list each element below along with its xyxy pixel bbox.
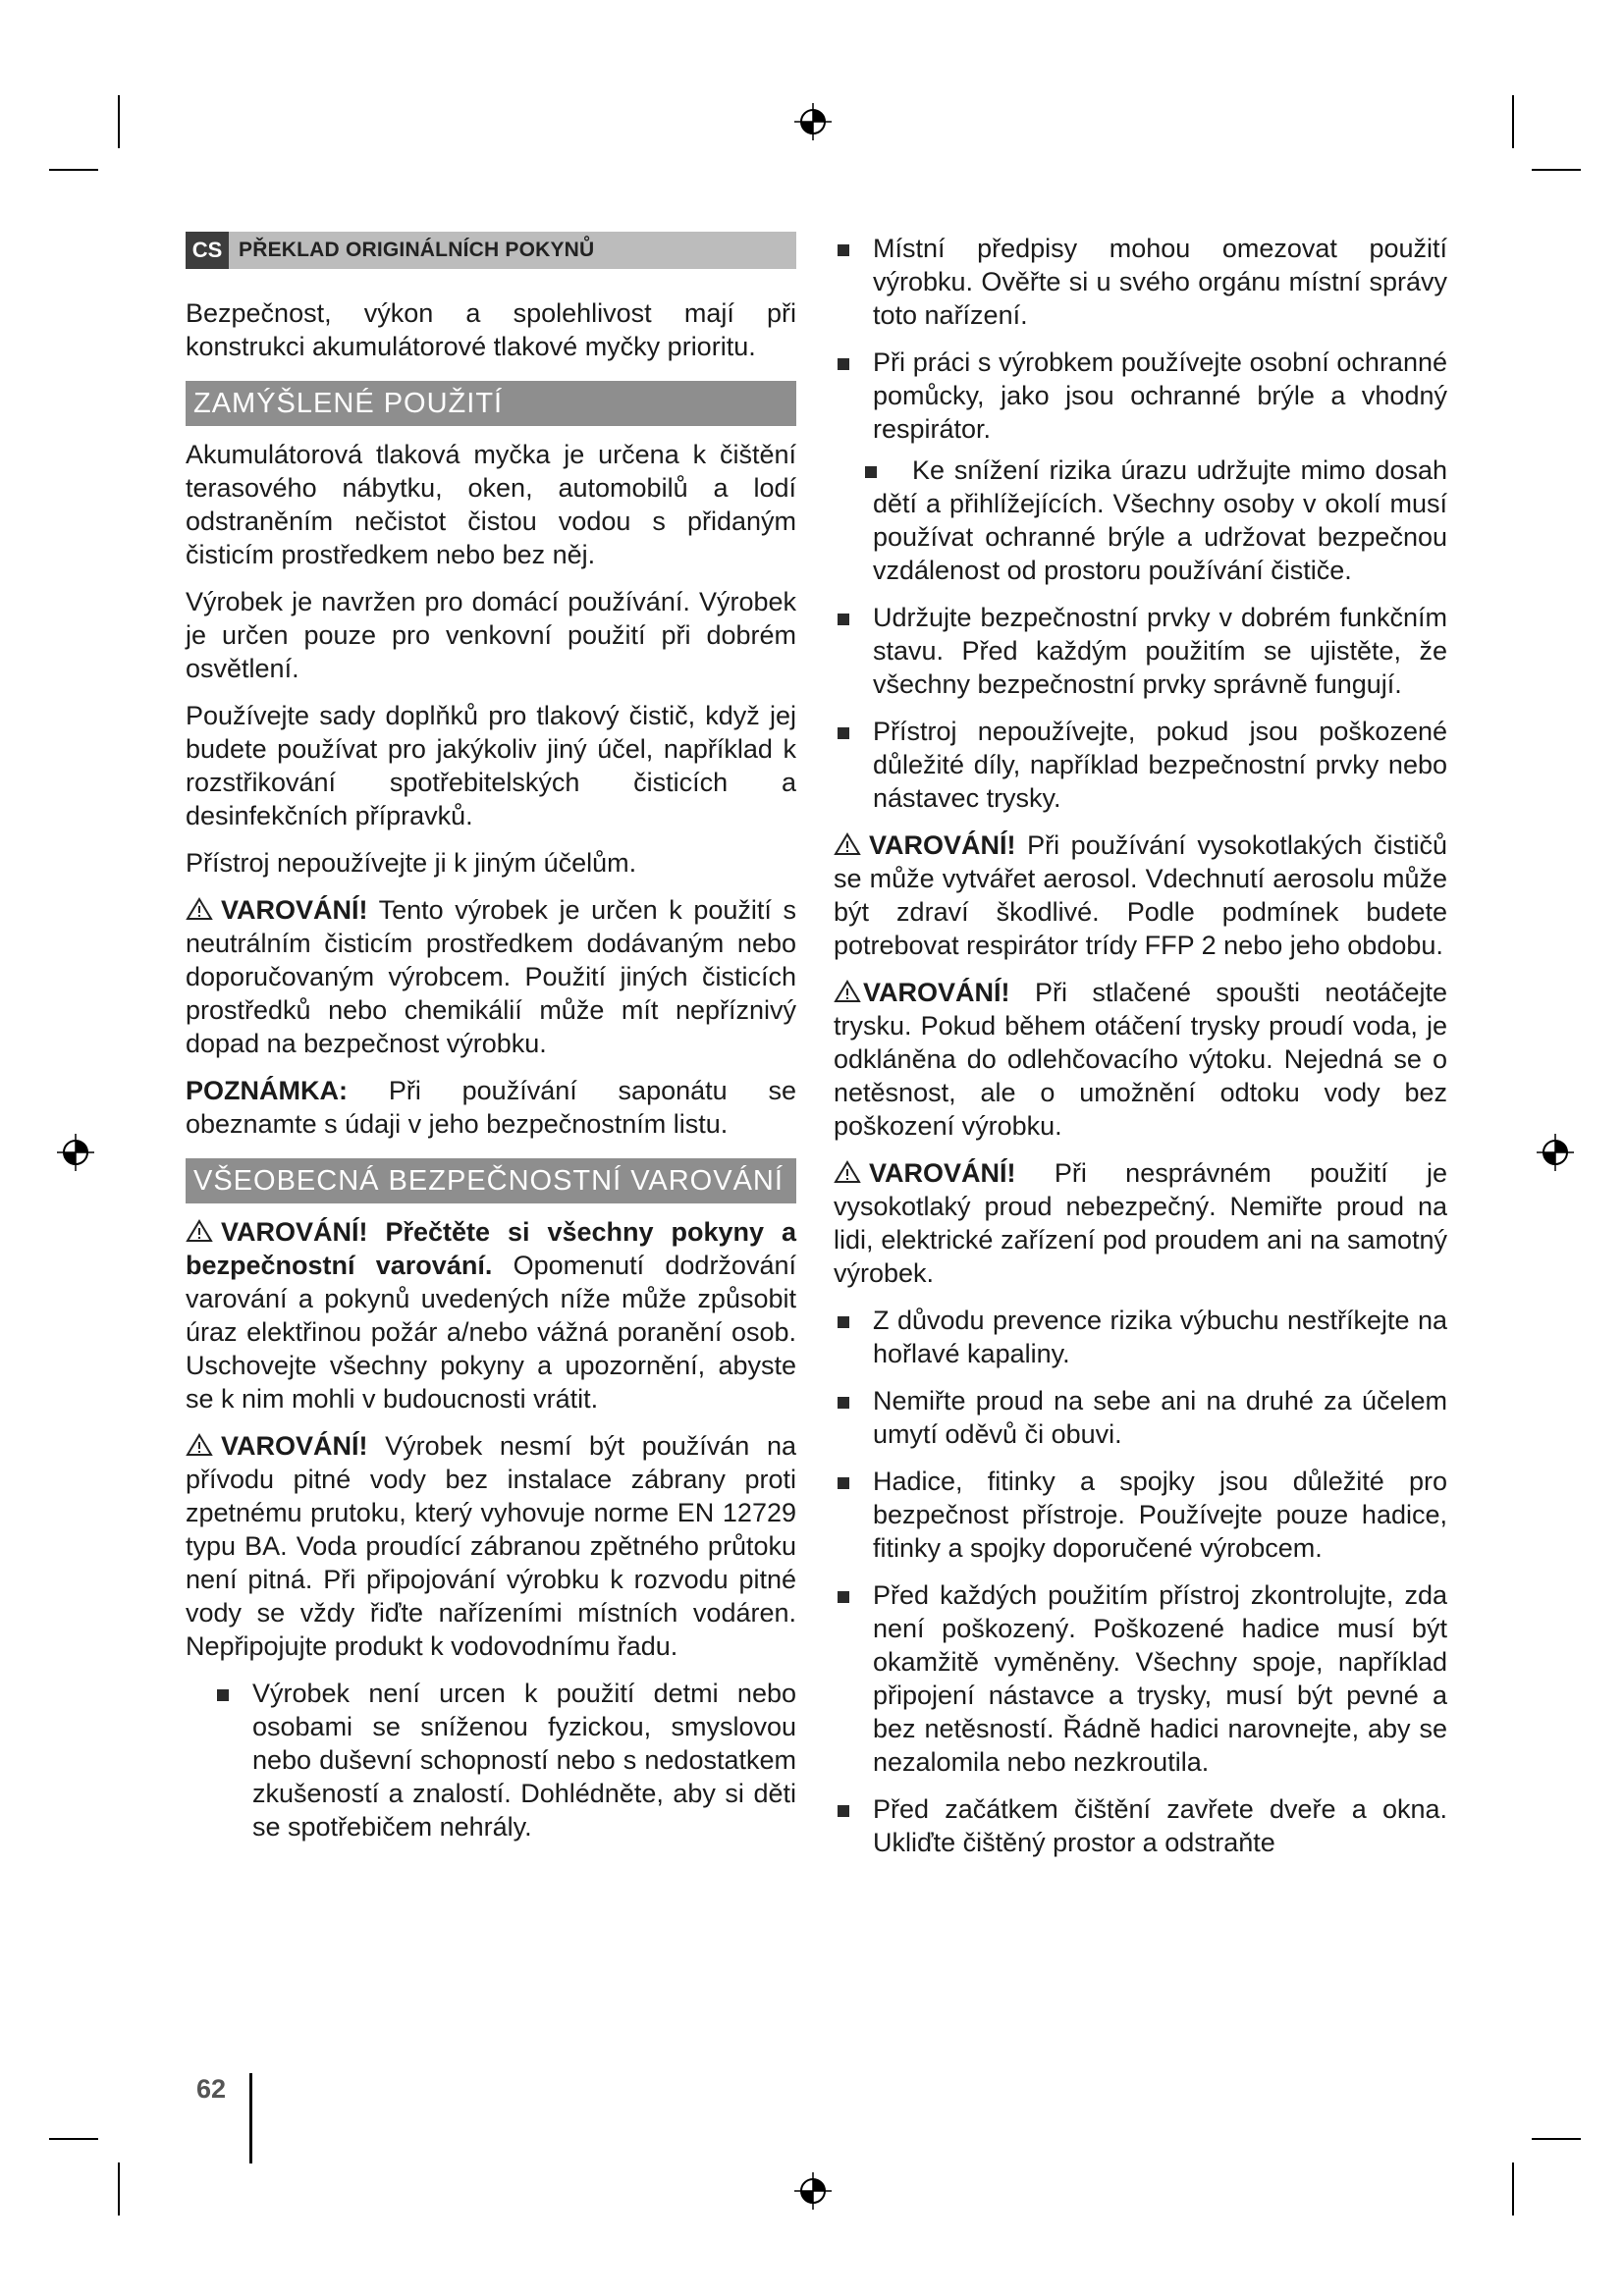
list-item (834, 1304, 1447, 1370)
bullet-square-icon (838, 1316, 849, 1328)
paragraph: Používejte sady doplňků pro tlakový čistič, když jej budete používat pro jakýkoliv jiný účel, například k rozstřikování spotřebitelských čisticích a desinfekčních přípravků. (186, 701, 796, 830)
crop-mark (1512, 2163, 1514, 2216)
bullet-square-icon (838, 244, 849, 256)
bullet-square-icon (838, 1591, 849, 1603)
warning-paragraph (186, 1215, 796, 1415)
bullet-square-icon (838, 1805, 849, 1817)
bullet-square-icon (838, 1397, 849, 1409)
intro-paragraph: Bezpečnost, výkon a spolehlivost mají při konstrukci akumulátorové tlakové myčky prioritu. (186, 298, 796, 361)
crop-mark (1512, 95, 1514, 148)
list-item-text: Udržujte bezpečnostní prvky v dobrém funkčním stavu. Před každým použitím se ujistěte, že všechny bezpečnostní prvky správně fungují. (873, 603, 1447, 699)
list-item (834, 346, 1447, 446)
warning-label: VAROVÁNÍ! (221, 1431, 368, 1461)
list-item-text: Hadice, fitinky a spojky jsou důležité pro bezpečnost přístroje. Používejte pouze hadice, fitinky a spojky doporučené výrobcem. (873, 1467, 1447, 1563)
bullet-square-icon (217, 1689, 229, 1701)
section-heading-intended-use: ZAMÝŠLENÉ POUŽITÍ (186, 381, 796, 426)
document-title: PŘEKLAD ORIGINÁLNÍCH POKYNŮ (239, 239, 595, 261)
warning-label: VAROVÁNÍ! (869, 1158, 1016, 1188)
crop-mark (49, 2138, 98, 2140)
warning-paragraph (834, 828, 1447, 962)
list-item (834, 601, 1447, 701)
list-item-text: Před každých použitím přístroj zkontrolujte, zda není poškozený. Poškozené hadice musí být okamžitě vyměněny. Všechny spoje, například připojení nástavce a trysky, musí být pevné a bez netěsností. Řádně hadici narovnejte, aby se nezalomila nebo nezkroutila. (873, 1580, 1447, 1777)
bullet-square-icon (865, 466, 877, 478)
list-item (834, 1384, 1447, 1451)
list-item (834, 1465, 1447, 1565)
registration-mark-icon (793, 102, 833, 141)
list-item-text: Nemiřte proud na sebe ani na druhé za účelem umytí oděvů či obuvi. (873, 1386, 1447, 1449)
page-number: 62 (196, 2074, 227, 2104)
paragraph: Výrobek je navržen pro domácí používání. Výrobek je určen pouze pro venkovní použití při dobrém osvětlení. (186, 587, 796, 683)
warning-label: VAROVÁNÍ! Přečtěte si všechny pokyny a bezpečnostní varování. (186, 1217, 796, 1280)
warning-triangle-icon (186, 1219, 213, 1243)
registration-mark-icon (56, 1133, 95, 1172)
warning-triangle-icon (186, 1433, 213, 1457)
warning-triangle-icon (834, 1160, 861, 1184)
warning-text: Opomenutí dodržování varování a pokynů uvedených níže může způsobit úraz elektřinou požár a/nebo vážná poranění osob. Uschovejte všechny pokyny a upozornění, abyste se k nim mohli v budoucnosti vrátit. (186, 1251, 796, 1414)
paragraph: Přístroj nepoužívejte ji k jiným účelům. (186, 848, 637, 878)
warning-text: Výrobek nesmí být používán na přívodu pitné vody bez instalace zábrany proti zpetnému prutoku, který vyhovuje norme EN 12729 typu BA. Voda proudící zábranou zpětného průtoku není pitná. Při připojování výrobku k rozvodu pitné vody se vždy řiďte nařízeními místních vodáren. Nepřipojujte produkt k vodovodnímu řadu. (186, 1431, 796, 1661)
list-item-text: Před začátkem čištění zavřete dveře a okna. Ukliďte čištěný prostor a odstraňte (873, 1794, 1447, 1857)
paragraph: Akumulátorová tlaková myčka je určena k čištění terasového nábytku, oken, automobilů a lodí odstraněním nečistot čistou vodou s přidaným čisticím prostředkem nebo bez něj. (186, 440, 796, 569)
warning-triangle-icon (186, 897, 213, 921)
list-item-text: Ke snížení rizika úrazu udržujte mimo dosah dětí a přihlížejících. Všechny osoby v okolí musí používat ochranné brýle a udržovat bezpečnou vzdálenost od prostoru používání čističe. (873, 455, 1447, 585)
list-item-text: Při práci s výrobkem používejte osobní ochranné pomůcky, jako jsou ochranné brýle a vhodný respirátor. (873, 347, 1447, 444)
registration-mark-icon (1536, 1133, 1575, 1172)
language-header (186, 232, 796, 269)
warning-paragraph (834, 1156, 1447, 1290)
page-number-divider (249, 2073, 252, 2163)
right-column (834, 232, 1447, 1873)
bullet-square-icon (838, 358, 849, 370)
note-paragraph (186, 1074, 796, 1141)
bullet-square-icon (838, 614, 849, 625)
warning-triangle-icon (834, 832, 861, 856)
list-item-text: Výrobek není urcen k použití detmi nebo osobami se sníženou fyzickou, smyslovou nebo duševní schopností nebo s nedostatkem zkušeností a znalostí. Dohlédněte, aby si děti se spotřebičem nehrály. (252, 1679, 796, 1842)
bullet-square-icon (838, 1477, 849, 1489)
bullet-square-icon (838, 727, 849, 739)
crop-mark (118, 2163, 120, 2216)
list-item (834, 1792, 1447, 1859)
crop-mark (1532, 2138, 1581, 2140)
warning-text: Při používání vysokotlakých čističů se může vytvářet aerosol. Vdechnutí aerosolu může být zdraví škodlivé. Podle podmínek budete potrebovat respirátor trídy FFP 2 nebo jeho obdobu. (834, 830, 1447, 960)
note-label: POZNÁMKA: (186, 1076, 348, 1105)
warning-text: Při stlačené spoušti neotáčejte trysku. Pokud během otáčení trysky proudí voda, je odkláněna do odlehčovacího výtoku. Nejedná se o netěsnost, ale o umožnění odtoku vody bez poškození výrobku. (834, 978, 1447, 1141)
list-item (834, 715, 1447, 815)
warning-label: VAROVÁNÍ! (221, 895, 368, 925)
list-item-text: Místní předpisy mohou omezovat použití výrobku. Ověřte si u svého orgánu místní správy toto nařízení. (873, 234, 1447, 330)
language-code-badge: CS (186, 232, 229, 269)
list-item-text: Přístroj nepoužívejte, pokud jsou poškozené důležité díly, například bezpečnostní prvky nebo nástavec trysky. (873, 717, 1447, 813)
warning-text: Při nesprávném použití je vysokotlaký proud nebezpečný. Nemiřte proud na lidi, elektrické zařízení pod proudem ani na samotný výrobek. (834, 1158, 1447, 1288)
warning-label: VAROVÁNÍ! (869, 830, 1016, 860)
section-heading-general-safety: VŠEOBECNÁ BEZPEČNOSTNÍ VAROVÁNÍ (186, 1158, 796, 1203)
list-item (834, 232, 1447, 332)
warning-paragraph (186, 893, 796, 1060)
list-item (834, 1578, 1447, 1779)
registration-mark-icon (793, 2171, 833, 2211)
list-item (186, 1677, 796, 1843)
warning-label: VAROVÁNÍ! (863, 978, 1010, 1007)
warning-text: Tento výrobek je určen k použití s neutrálním čisticím prostředkem dodávaným nebo doporučovaným výrobcem. Použití jiných čisticích prostředků nebo chemikálií může mít nepříznivý dopad na bezpečnost výrobku. (186, 895, 796, 1058)
warning-paragraph (834, 976, 1447, 1143)
left-column (186, 232, 796, 1857)
list-item-text: Z důvodu prevence rizika výbuchu nestříkejte na hořlavé kapaliny. (873, 1306, 1447, 1368)
list-item-indented (834, 454, 1447, 587)
warning-triangle-icon (834, 980, 861, 1003)
crop-mark (49, 169, 98, 171)
crop-mark (1532, 169, 1581, 171)
crop-mark (118, 95, 120, 148)
warning-paragraph (186, 1429, 796, 1663)
note-text: Při používání saponátu se obeznamte s údaji v jeho bezpečnostním listu. (186, 1076, 796, 1139)
